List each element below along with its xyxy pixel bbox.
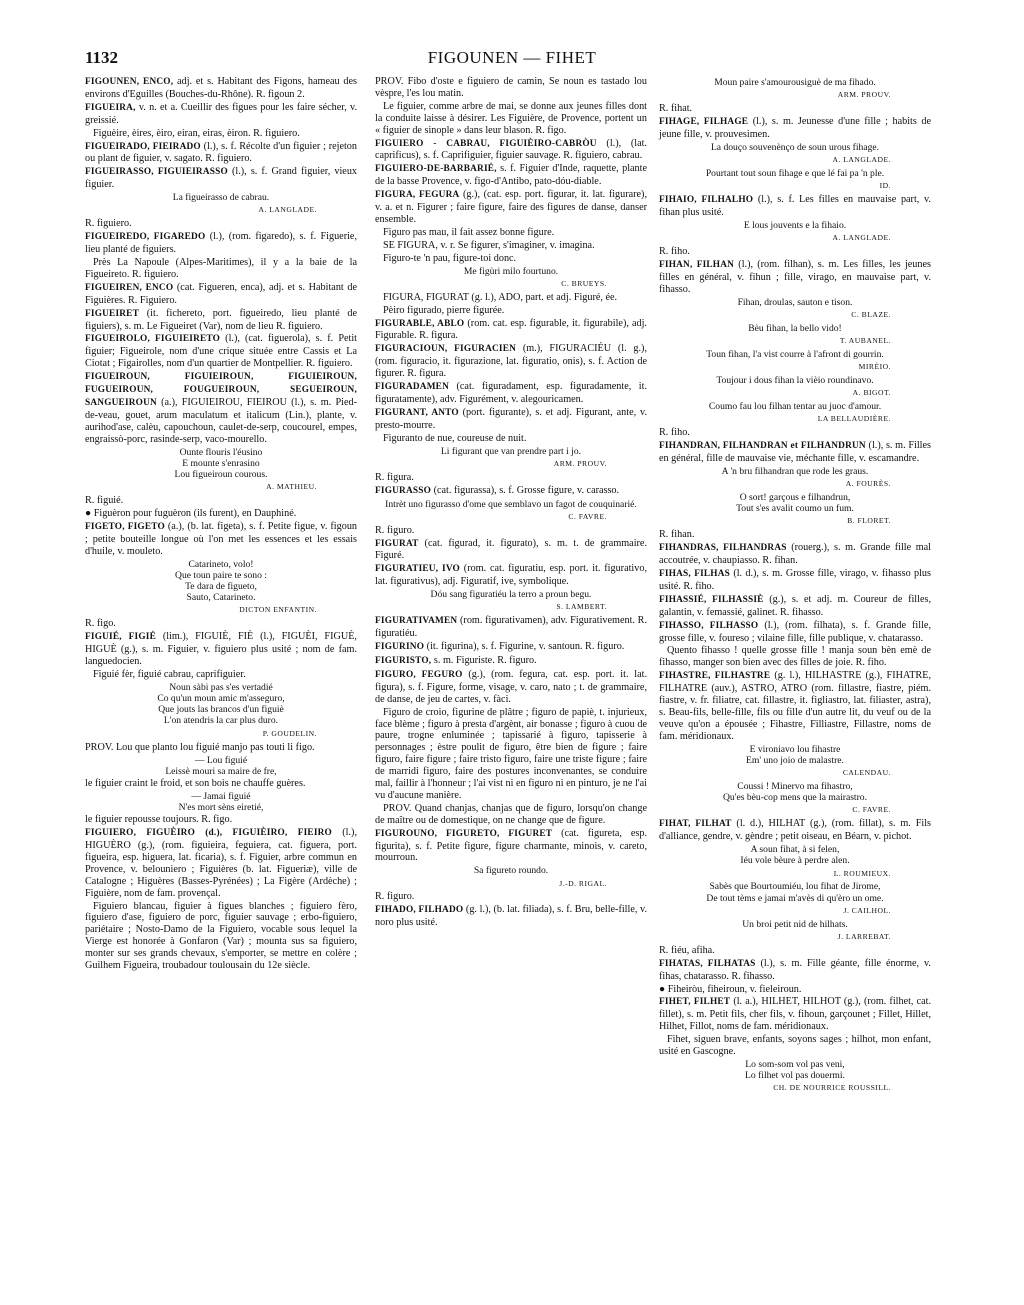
dictionary-entry bbox=[375, 485, 647, 498]
entry-definition: ● Fiheiròu, fiheiroun, v. fieleiroun. bbox=[659, 983, 802, 995]
quote-line: Sa figureto roundo. bbox=[473, 865, 549, 877]
entry-definition: (lim.), FIGUIÈ, FIÈ (l.), FIGUÈI, FIGUÈ, HIGUÈ (g.), s. m. Figuier, v. figuiero plus usité ; nom de fam. languedocien. bbox=[85, 631, 357, 668]
citation-author: C. FAVRE. bbox=[568, 511, 607, 521]
dictionary-entry bbox=[659, 996, 931, 1033]
quote-line: A soun fihat, à si felen, bbox=[750, 844, 840, 856]
quote-line: Que toun paire te sono : bbox=[175, 569, 267, 581]
dictionary-entry bbox=[85, 102, 357, 127]
entry-definition: (cat. figuradament, esp. figuradamente, it. figuratamente), adv. Figurément, v. alegouricamen. bbox=[375, 381, 647, 405]
entry-headword: FIGUEIRET bbox=[85, 308, 139, 319]
entry-headword: FIGURAT bbox=[375, 538, 419, 549]
dictionary-entry bbox=[85, 742, 357, 754]
quote-line: Coussi ! Minervo ma fihastro, bbox=[737, 781, 853, 792]
citation-author: MIRÈIO. bbox=[858, 362, 891, 372]
quote-line: O sort! garçous e filhandrun, bbox=[739, 491, 851, 503]
entry-definition: (port. figurante), s. et adj. Figurant, ante, v. presto-mourre. bbox=[375, 406, 647, 431]
dictionary-entry bbox=[375, 433, 647, 445]
etymology-reference: R. fihat. bbox=[659, 103, 693, 115]
dictionary-entry bbox=[85, 128, 357, 140]
entry-headword: FIGURA, FEGURA bbox=[375, 190, 460, 201]
quote-line: Un broi petit nid de hilhats. bbox=[742, 918, 848, 930]
entry-definition: (l.), HIGUÈRO (g.), (rom. figuieira, feguiera, cat. figuera, port. figueira, esp. higuera, lat. ficaria), s. f. Figuier, arbre commun en Provence, v. belouniero ; Figuières (b. lat. Figueriæ), ville de Catalogne ; Higuères (Basses-Pyrénées) ; La Figère (Ardèche) ; Figuière, nom de fam. provençal. bbox=[85, 827, 357, 899]
etymology-reference: R. figo. bbox=[85, 618, 116, 630]
column-left bbox=[85, 76, 357, 973]
citation-author: A. BIGOT. bbox=[852, 388, 891, 398]
entry-definition: Pèiro figurado, pierre figurée. bbox=[383, 304, 505, 316]
entry-definition: (rom. figurativamen), adv. Figurativement. R. figuratiéu. bbox=[375, 615, 647, 640]
entry-headword: FIGURANT, ANTO bbox=[375, 407, 459, 418]
quote-line: La figueirasso de cabrau. bbox=[172, 192, 270, 204]
quote-line: — Lou figuié bbox=[194, 754, 248, 766]
dictionary-entry bbox=[659, 568, 931, 593]
quote-line: Sabès que Bourtoumiéu, lou fihat de Jirome, bbox=[709, 881, 881, 893]
entry-definition: (it. figurina), s. f. Figurine, v. santoun. R. figuro. bbox=[424, 641, 625, 653]
citation-author: ARM. PROUV. bbox=[837, 90, 891, 100]
dictionary-entry bbox=[375, 563, 647, 588]
entry-headword: FIHANDRAN, FILHANDRAN et FILHANDRUN bbox=[659, 441, 866, 452]
citation-quote bbox=[375, 865, 647, 876]
dictionary-entry bbox=[375, 615, 647, 640]
entry-definition: (a.), (b. lat. figeta), s. f. Petite figue, v. figoun ; petite bouteille longue où l'on met les essences et les essais d'huile, v. mouleto. bbox=[85, 520, 358, 557]
dictionary-entry bbox=[375, 538, 647, 563]
column-middle bbox=[375, 76, 647, 930]
quote-line: Sauto, Catarineto. bbox=[186, 592, 256, 604]
entry-headword: FIGURINO bbox=[375, 642, 425, 653]
quote-line: E lous jouvents e la fihaio. bbox=[743, 219, 847, 231]
entry-definition: (l. d.), HILHAT (g.), (rom. fillat), s. m. Fils d'alliance, gendre, v. gèndre ; petit oiseau, en Béarn, v. pichot. bbox=[659, 818, 932, 843]
citation-author: DICTON ENFANTIN. bbox=[239, 605, 317, 615]
entry-definition: (l.), (cat. figuerola), s. f. Petit figuier; Figueirole, nom d'une crique située entre Cassis et La Ciotat ; Figairolles, nom d'un quartier de Montpellier. R. figuiero. bbox=[85, 333, 357, 370]
entry-headword: FIGURATIVAMEN bbox=[375, 616, 458, 627]
quote-line: Ounte flouris l'éusino bbox=[179, 446, 263, 458]
etymology-reference: R. fihan. bbox=[659, 529, 695, 541]
entry-definition: PROV. Quand chanjas, chanjas que de figuro, lorsqu'on change de maître ou de domestique, on ne change que de figure. bbox=[375, 802, 647, 826]
entry-headword: FIHASSIÉ, FILHASSIÈ bbox=[659, 594, 764, 605]
etymology-reference: R. figuié. bbox=[85, 495, 124, 507]
dictionary-entry bbox=[85, 778, 357, 790]
quote-line: E vironiavo lou fihastre bbox=[749, 743, 841, 755]
citation-quote bbox=[659, 220, 931, 231]
running-title: FIGOUNEN — FIHET bbox=[427, 48, 597, 67]
dictionary-entry bbox=[375, 343, 647, 380]
citation-quote bbox=[659, 744, 931, 766]
entry-definition: s. f. Figuier d'Inde, raquette, plante de la basse Provence, v. figo-d'Antibo, pato-dóu-diable. bbox=[375, 163, 647, 188]
citation-author: J. LARREBAT. bbox=[837, 931, 891, 941]
quote-line: Intrèt uno figurasso d'ome que semblavo un fagot de couquinarié. bbox=[385, 498, 637, 510]
dictionary-entry bbox=[659, 1034, 931, 1058]
citation-quote bbox=[85, 192, 357, 203]
entry-definition: SE FIGURA, v. r. Se figurer, s'imaginer, v. imagina. bbox=[383, 239, 595, 251]
entry-headword: FIHASSO, FILHASSO bbox=[659, 620, 759, 631]
etymology-reference: R. figura. bbox=[375, 471, 414, 483]
etymology-reference: R. figuiero. bbox=[85, 218, 132, 230]
quote-line: Que jouts las brancos d'un figuiè bbox=[158, 704, 284, 716]
citation-author: A. LANGLADE. bbox=[832, 155, 891, 165]
entry-definition: PROV. Fibo d'oste e figuiero de camin, Se noun es tastado lou vèspre, l'es lou matin. bbox=[375, 76, 647, 99]
entry-definition: (m.), FIGURACIÉU (l. g.), (rom. figuracio, it. figurazione, lat. figuratio, onis), s. f. Action de figurer. R. figura. bbox=[375, 343, 647, 380]
entry-headword: FIGUIERO - CABRAU, FIGUIÈIRO-CABRÒU bbox=[375, 138, 597, 149]
citation-author: P. GOUDELIN. bbox=[262, 728, 317, 738]
etymology-reference: R. figuro. bbox=[375, 891, 415, 903]
citation-quote bbox=[85, 559, 357, 604]
entry-definition: (rouerg.), s. m. Grande fille mal accoutrée, v. chaupiasso. R. fihan. bbox=[659, 542, 931, 567]
entry-definition: (l.), s. f. Les filles en mauvaise part, v. fihan plus usité. bbox=[659, 194, 931, 218]
dictionary-entry bbox=[659, 440, 931, 465]
dictionary-entry bbox=[659, 670, 931, 742]
entry-definition: (cat. figurassa), s. f. Grosse figure, v. carasso. bbox=[431, 484, 620, 496]
dictionary-entry bbox=[375, 803, 647, 827]
quote-line: Lo som-som vol pas veni, bbox=[745, 1059, 845, 1071]
dictionary-entry bbox=[85, 508, 357, 520]
dictionary-entry bbox=[375, 76, 647, 100]
citation-author: A. MATHIEU. bbox=[266, 482, 317, 492]
entry-definition: Figuro pas mau, il fait assez bonne figure. bbox=[383, 226, 555, 238]
citation-quote bbox=[85, 755, 357, 777]
dictionary-entry bbox=[375, 253, 647, 265]
entry-definition: (cat. figureta, esp. figurita), s. f. Petite figure, figure charmante, minois, v. careto, mourroun. bbox=[375, 827, 647, 864]
dictionary-entry bbox=[85, 827, 357, 899]
entry-definition: (l.), s. m. Jeunesse d'une fille ; habits de jeune fille, v. prouvesimen. bbox=[659, 116, 931, 140]
quote-line: Fihan, droulas, sauton e tison. bbox=[737, 296, 853, 308]
entry-definition: (a.), FIGUIEIROU, FIEIROU (l.), s. m. Pied-de-veau, gouet, arum maculatum et italicum (Lin.), plante, v. aurihod'ase, calèu, capouchoun, caulet-de-serp, coucourel, empes, engraissò-porc, rasinde-serp, vaco-mourello. bbox=[85, 396, 357, 445]
entry-headword: FIGURACIOUN, FIGURACIEN bbox=[375, 344, 517, 355]
citation-author: A. LANGLADE. bbox=[258, 205, 317, 215]
entry-definition: (l.), (rom. filhata), s. f. Grande fille, grosse fille, v. foureso ; vilaine fille, fille publique, v. chatarasso. bbox=[659, 619, 931, 644]
entry-definition: Figuro-te 'n pau, figure-toi donc. bbox=[383, 252, 517, 264]
entry-headword: FIGUEIREDO, FIGAREDO bbox=[85, 232, 206, 243]
quote-line: Lo filhet vol pas douermi. bbox=[745, 1070, 845, 1082]
entry-definition: Figuié fèr, figuié cabrau, caprifiguier. bbox=[93, 668, 246, 680]
quote-line: Li figurant que van prendre part i jo. bbox=[440, 445, 582, 457]
dictionary-entry bbox=[659, 818, 931, 843]
dictionary-entry bbox=[659, 194, 931, 219]
entry-headword: FIGUEIREN, ENCO bbox=[85, 282, 174, 293]
dictionary-columns bbox=[85, 76, 950, 1236]
entry-definition: (l.), s. m. Fille géante, fille énorme, v. fihas, chatarasso. R. fihasso. bbox=[659, 957, 931, 982]
quote-line: Lou figueiroun courous. bbox=[174, 468, 268, 480]
citation-author: B. FLORET. bbox=[847, 516, 891, 526]
quote-line: Toujour i dous fihan la vièio roundinavo. bbox=[716, 374, 874, 386]
entry-headword: FIHAT, FILHAT bbox=[659, 819, 732, 830]
citation-author: CH. DE NOURRICE ROUSSILL. bbox=[773, 1083, 891, 1093]
entry-headword: FIGUIERO-DE-BARBARIÉ, bbox=[375, 164, 497, 175]
dictionary-entry bbox=[659, 645, 931, 669]
dictionary-entry bbox=[659, 594, 931, 619]
entry-definition: (rom. cat. figuratiu, esp. port. it. figurativo, lat. figurativus), adj. Figuratif, ive, symbolique. bbox=[375, 563, 647, 588]
citation-quote bbox=[375, 446, 647, 457]
citation-quote bbox=[375, 589, 647, 600]
entry-headword: FIGURABLE, ABLO bbox=[375, 318, 465, 329]
quote-line: La douço souvenènço de soun urous fihage. bbox=[710, 141, 880, 153]
entry-headword: FIGETO, FIGETO bbox=[85, 521, 165, 532]
citation-author: S. LAMBERT. bbox=[556, 602, 607, 612]
entry-headword: FIGUEIRA, bbox=[85, 102, 136, 113]
entry-headword: FIGUEIROUN, FIGUIEIROUN, FIGUIEIROUN, FUGUEIROUN, FOUGUEIROUN, SEGUEIROUN, SANGUEIROUN bbox=[85, 372, 357, 408]
entry-headword: FIHAS, FILHAS bbox=[659, 569, 731, 579]
citation-quote bbox=[659, 492, 931, 514]
entry-headword: FIGURATIEU, IVO bbox=[375, 564, 460, 575]
dictionary-entry bbox=[85, 76, 357, 101]
quote-line: A 'n bru filhandran que rode les graus. bbox=[721, 465, 869, 477]
entry-definition: (l.), s. f. Récolte d'un figuier ; rejeton ou plant de figuier, v. sagato. R. figuiero. bbox=[85, 140, 357, 165]
citation-author: LA BELLAUDIÈRE. bbox=[817, 414, 891, 424]
entry-definition: Le figuier, comme arbre de mai, se donne aux jeunes filles dont la conduite laisse à désirer. Les Figuière, de Provence, portent un « figuier de sinople » dans leur blason. R. figo. bbox=[375, 100, 647, 136]
quote-line: Tout s'es avalit coumo un fum. bbox=[736, 503, 854, 515]
quote-line: Iéu vole bèure à perdre alen. bbox=[740, 855, 850, 867]
dictionary-entry bbox=[659, 984, 931, 996]
dictionary-entry bbox=[375, 101, 647, 137]
citation-author: A. FOURÈS. bbox=[845, 479, 891, 489]
citation-quote bbox=[85, 791, 357, 813]
entry-headword: FIGUROUNO, FIGURETO, FIGURET bbox=[375, 828, 553, 839]
entry-definition: Près La Napoule (Alpes-Maritimes), il y a la baie de la Figueireto. R. figuiero. bbox=[85, 256, 357, 280]
citation-quote bbox=[659, 323, 931, 334]
citation-author: ARM. PROUV. bbox=[553, 458, 607, 468]
dictionary-entry bbox=[375, 707, 647, 802]
quote-line: Em' uno joio de malastre. bbox=[746, 754, 844, 766]
quote-line: Toun fihan, l'a vist courre à l'afront di gourrin. bbox=[706, 348, 884, 360]
entry-headword: FIGURO, FEGURO bbox=[375, 669, 463, 680]
dictionary-entry bbox=[85, 631, 357, 668]
entry-definition: (g.), (rom. fegura, cat. esp. port. it. lat. figura), s. f. Figure, forme, visage, v. caro, nato ; t. de grammaire, de danse, de jeu de cartes, v. fàci. bbox=[375, 668, 647, 705]
dictionary-entry bbox=[85, 521, 357, 558]
entry-headword: FIHAGE, FILHAGE bbox=[659, 117, 749, 128]
entry-definition: (it. fichereto, port. figueiredo, lieu planté de figuiers), s. m. Le Figueiret (Var), nom de lieu R. figuiero. bbox=[85, 307, 357, 332]
quote-line: — Jamai figuié bbox=[191, 790, 251, 802]
entry-definition: (cat. Figueren, enca), adj. et s. Habitant de Figuières. R. Figuiero. bbox=[85, 281, 357, 306]
dictionary-entry bbox=[375, 227, 647, 239]
dictionary-entry bbox=[375, 828, 647, 865]
etymology-reference: R. fiho. bbox=[659, 245, 690, 257]
citation-quote bbox=[659, 168, 931, 179]
dictionary-entry bbox=[85, 141, 357, 166]
etymology-reference: R. figuro. bbox=[375, 524, 415, 536]
entry-headword: FIGURADAMEN bbox=[375, 382, 449, 393]
citation-quote bbox=[659, 1059, 931, 1081]
citation-quote bbox=[659, 297, 931, 308]
entry-definition: (l.), (rom. filhan), s. m. Les filles, les jeunes filles en général, v. fihun ; fille, virago, en mauvaise part, v. fihasso. bbox=[659, 258, 931, 295]
entry-definition: (l. d.), s. m. Grosse fille, virago, v. fihasso plus usité. R. fiho. bbox=[659, 568, 931, 592]
quote-line: Co qu'un moun amic m'asseguro, bbox=[157, 693, 285, 705]
quote-line: Noun sàbi pas s'es vertadié bbox=[169, 681, 273, 693]
quote-line: De tout tèms e jamai m'avès di qu'èro un ome. bbox=[706, 892, 884, 904]
entry-definition: (g. l.), HILHASTRE (g.), FIHATRE, FILHATRE (auv.), ASTRO, ATRO (rom. fillastre, fiastre, piém. fiastre, v. fr. filiatre, cat. fillastre, it. figliastro, lat. filiaster, astra), s. Beau-fils, belle-fille, fils ou fille d'un autre lit, du veuf ou de la veuve qu'on a épousée ; Fihastre, Filliastre, Fillastre, noms de fam. méridionaux. bbox=[659, 670, 931, 742]
citation-quote bbox=[659, 844, 931, 866]
dictionary-entry bbox=[85, 257, 357, 281]
citation-quote bbox=[659, 142, 931, 153]
quote-line: Coumo fau lou filhan tentar au juoc d'amour. bbox=[708, 401, 882, 413]
quote-line: N'es mort sèns eiretié, bbox=[178, 802, 264, 814]
quote-line: Leissè mouri sa maire de fre, bbox=[165, 765, 277, 777]
dictionary-entry bbox=[85, 814, 357, 826]
quote-line: Dóu sang figuratiéu la terro a proun begu. bbox=[430, 589, 592, 601]
dictionary-entry bbox=[375, 138, 647, 163]
dictionary-entry bbox=[85, 371, 357, 445]
entry-definition: le figuier repousse toujours. R. figo. bbox=[85, 814, 233, 826]
page-number: 1132 bbox=[85, 48, 119, 67]
quote-line: Catarineto, volo! bbox=[188, 558, 254, 570]
entry-headword: FIHADO, FILHADO bbox=[375, 905, 464, 916]
dictionary-entry bbox=[375, 669, 647, 706]
citation-author: T. AUBANEL. bbox=[839, 335, 891, 345]
entry-headword: FIHET, FILHET bbox=[659, 997, 731, 1008]
entry-headword: FIGUIÉ, FIGIÉ bbox=[85, 632, 156, 643]
entry-definition: adj. et s. Habitant des Figons, hameau des environs d'Eguilles (Bouches-du-Rhône). R. figoun 2. bbox=[85, 76, 358, 100]
entry-definition: v. n. et a. Cueillir des figues pour les faire sécher, v. greissié. bbox=[85, 101, 357, 126]
etymology-reference: R. fiho. bbox=[659, 427, 690, 439]
dictionary-entry bbox=[85, 166, 357, 191]
citation-quote bbox=[659, 781, 931, 803]
citation-author: L. ROUMIEUX. bbox=[833, 868, 891, 878]
dictionary-entry bbox=[85, 231, 357, 256]
quote-line: Me figùri milo fourtuno. bbox=[463, 265, 559, 277]
citation-author: CALENDAU. bbox=[842, 768, 891, 778]
entry-headword: FIGUEIRASSO, FIGUIEIRASSO bbox=[85, 167, 228, 178]
entry-definition: (cat. figurad, it. figurato), s. m. t. de grammaire. Figuré. bbox=[375, 537, 647, 562]
citation-author: J.-D. RIGAL. bbox=[559, 878, 607, 888]
quote-line: E mounte s'enrasino bbox=[182, 457, 260, 469]
dictionary-entry bbox=[659, 542, 931, 567]
citation-author: C. BLAZE. bbox=[851, 309, 891, 319]
entry-definition: (l. a.), HILHET, HILHOT (g.), (rom. filhet, cat. fillet), s. m. Petit fils, cher fils, v. fihoun, garçounet ; Fillet, Hillet, Hilhet, Fillot, noms de fam. méridionaux. bbox=[659, 996, 932, 1033]
citation-quote bbox=[85, 682, 357, 727]
citation-quote bbox=[375, 266, 647, 277]
entry-definition: (g. l.), (b. lat. filiada), s. f. Bru, belle-fille, v. noro plus usité. bbox=[375, 904, 647, 929]
citation-author: J. CAILHOL. bbox=[843, 905, 891, 915]
entry-definition: s. m. Figuriste. R. figuro. bbox=[431, 654, 537, 666]
dictionary-entry bbox=[375, 655, 647, 668]
entry-definition: (l.), (lat. caprificus), s. f. Caprifiguier, figuier sauvage. R. figuiero, cabrau. bbox=[375, 137, 647, 162]
citation-quote bbox=[659, 349, 931, 360]
citation-author: ID. bbox=[879, 181, 891, 191]
dictionary-entry bbox=[85, 901, 357, 972]
citation-author: C. BRUEYS. bbox=[561, 278, 607, 288]
entry-headword: FIHAIO, FILHALHO bbox=[659, 195, 754, 206]
entry-definition: Quento fihasso ! quelle grosse fille ! manja soun bèn emè de fihasso, manger son bien avec des filles de joie. R. fiho. bbox=[659, 645, 931, 669]
dictionary-entry bbox=[375, 163, 647, 188]
quote-line: Qu'es bèu-cop mens que la mairastro. bbox=[723, 792, 867, 804]
dictionary-entry bbox=[659, 958, 931, 983]
dictionary-entry bbox=[659, 116, 931, 141]
column-right bbox=[659, 76, 931, 1096]
entry-definition: (l.), s. f. Grand figuier, vieux figuier. bbox=[85, 166, 358, 191]
entry-definition: (l.), s. m. Filles en général, fille de mauvaise vie, méchante fille, v. escamandre. bbox=[659, 440, 932, 464]
citation-quote bbox=[659, 919, 931, 930]
dictionary-entry bbox=[375, 641, 647, 654]
citation-quote bbox=[659, 375, 931, 386]
etymology-reference: R. fiéu, afiha. bbox=[659, 944, 715, 956]
entry-definition: Fihet, siguen brave, enfants, soyons sages ; hilhot, mon enfant, usité en Gascogne. bbox=[659, 1034, 931, 1058]
dictionary-entry bbox=[659, 259, 931, 296]
citation-quote bbox=[659, 401, 931, 412]
entry-definition: Figuranto de nue, coureuse de nuit. bbox=[383, 432, 527, 444]
entry-headword: FIHAN, FILHAN bbox=[659, 259, 735, 270]
citation-quote bbox=[659, 881, 931, 903]
entry-definition: (g.), s. et adj. m. Coureur de filles, galantin, v. femassié, galinet. R. fihasso. bbox=[659, 593, 931, 618]
entry-headword: FIGURISTO, bbox=[375, 655, 432, 666]
dictionary-entry bbox=[85, 333, 357, 370]
entry-headword: FIGOUNEN, ENCO, bbox=[85, 77, 174, 87]
entry-definition: PROV. Lou que planto lou figuié manjo pas touti li figo. bbox=[85, 741, 315, 753]
citation-quote bbox=[85, 447, 357, 481]
entry-definition: Figuiero blancau, figuier à figues blanches ; figuiero fèro, figuiero d'ase, figuiero de porc, figuier sauvage ; erbo-figuiero, pariétaire ; Nosto-Damo de la Figuiero, vocable sous lequel la Vierge est honorée à Gonfaron (Var) ; mounta sus sa figuiero, monter sur ses grands chevaux, s'emporter, se mettre en colère ; Guilhem Figueira, troubadour toulousain du 12e siècle. bbox=[85, 900, 357, 972]
entry-definition: (g.), (cat. esp. port. figurar, it. lat. figurare), v. a. et n. Figurer ; faire figure, faire des figures de danse, danser ensemble. bbox=[375, 189, 647, 225]
entry-headword: FIGUEIRADO, FIEIRADO bbox=[85, 141, 201, 152]
citation-quote bbox=[375, 499, 647, 510]
entry-headword: FIGURASSO bbox=[375, 485, 432, 496]
dictionary-entry bbox=[659, 620, 931, 645]
dictionary-entry bbox=[375, 381, 647, 406]
entry-definition: Figuro de croio, figurine de plâtre ; figuro de papiè, t. injurieux, face blème ; figuro à presta d'argènt, air bonasse ; figuro à cuou de paure, trogne enluminée ; tapissarié à figuro, tapisserie à personnages ; èstre poulit de figuro, être bien de figure ; faire figuro, faire figure ; faire tristo figuro, faire une triste figure ; faire de marridi figuro, faire des postures inconvenantes, se conduire mal, faillir à l'honneur ; l'ai vist ni en figuro ni en pinturo, je ne l'ai vu d'aucune manière. bbox=[375, 706, 647, 801]
quote-line: L'on atendris la car plus duro. bbox=[163, 715, 279, 727]
dictionary-entry bbox=[85, 308, 357, 333]
quote-line: Moun paire s'amourousiguè de ma fihado. bbox=[714, 77, 876, 88]
dictionary-entry bbox=[375, 318, 647, 343]
dictionary-entry bbox=[375, 904, 647, 929]
quote-line: Bèu fihan, la bello vido! bbox=[748, 322, 842, 334]
entry-definition: (l.), (rom. figaredo), s. f. Figuerie, lieu planté de figuiers. bbox=[85, 231, 357, 256]
dictionary-entry bbox=[375, 305, 647, 317]
entry-definition: (rom. cat. esp. figurable, it. figurabile), adj. Figurable. R. figura. bbox=[375, 317, 647, 342]
entry-headword: FIHATAS, FILHATAS bbox=[659, 958, 756, 969]
dictionary-entry bbox=[85, 669, 357, 681]
entry-definition: le figuier craint le froid, et son bois ne chauffe guères. bbox=[85, 777, 306, 789]
dictionary-entry bbox=[375, 292, 647, 304]
entry-headword: FIHASTRE, FILHASTRE bbox=[659, 671, 771, 682]
dictionary-entry bbox=[85, 282, 357, 307]
citation-quote bbox=[659, 466, 931, 477]
quote-line: Pourtant tout soun fihage e que lé fai pa 'n ple. bbox=[705, 167, 885, 179]
entry-headword: FIGUIERO, FIGUÈIRO (d.), FIGUIÈIRO, FIEIRO bbox=[85, 828, 332, 839]
citation-quote bbox=[659, 77, 931, 88]
dictionary-entry bbox=[375, 189, 647, 226]
page-header bbox=[0, 48, 1024, 78]
entry-headword: FIHANDRAS, FILHANDRAS bbox=[659, 543, 787, 554]
quote-line: Te dara de figueto, bbox=[185, 581, 257, 593]
entry-definition: Figuèire, èires, èiro, eiran, eiras, èiron. R. figuiero. bbox=[93, 127, 300, 139]
entry-definition: FIGURA, FIGURAT (g. l.), ADO, part. et adj. Figuré, ée. bbox=[383, 291, 618, 303]
entry-headword: FIGUEIROLO, FIGUIEIRETO bbox=[85, 334, 221, 345]
dictionary-entry bbox=[375, 407, 647, 432]
citation-author: C. FAVRE. bbox=[852, 805, 891, 815]
entry-definition: ● Figuèron pour fuguèron (ils furent), en Dauphiné. bbox=[85, 508, 297, 519]
dictionary-entry bbox=[375, 240, 647, 252]
citation-author: A. LANGLADE. bbox=[832, 233, 891, 243]
